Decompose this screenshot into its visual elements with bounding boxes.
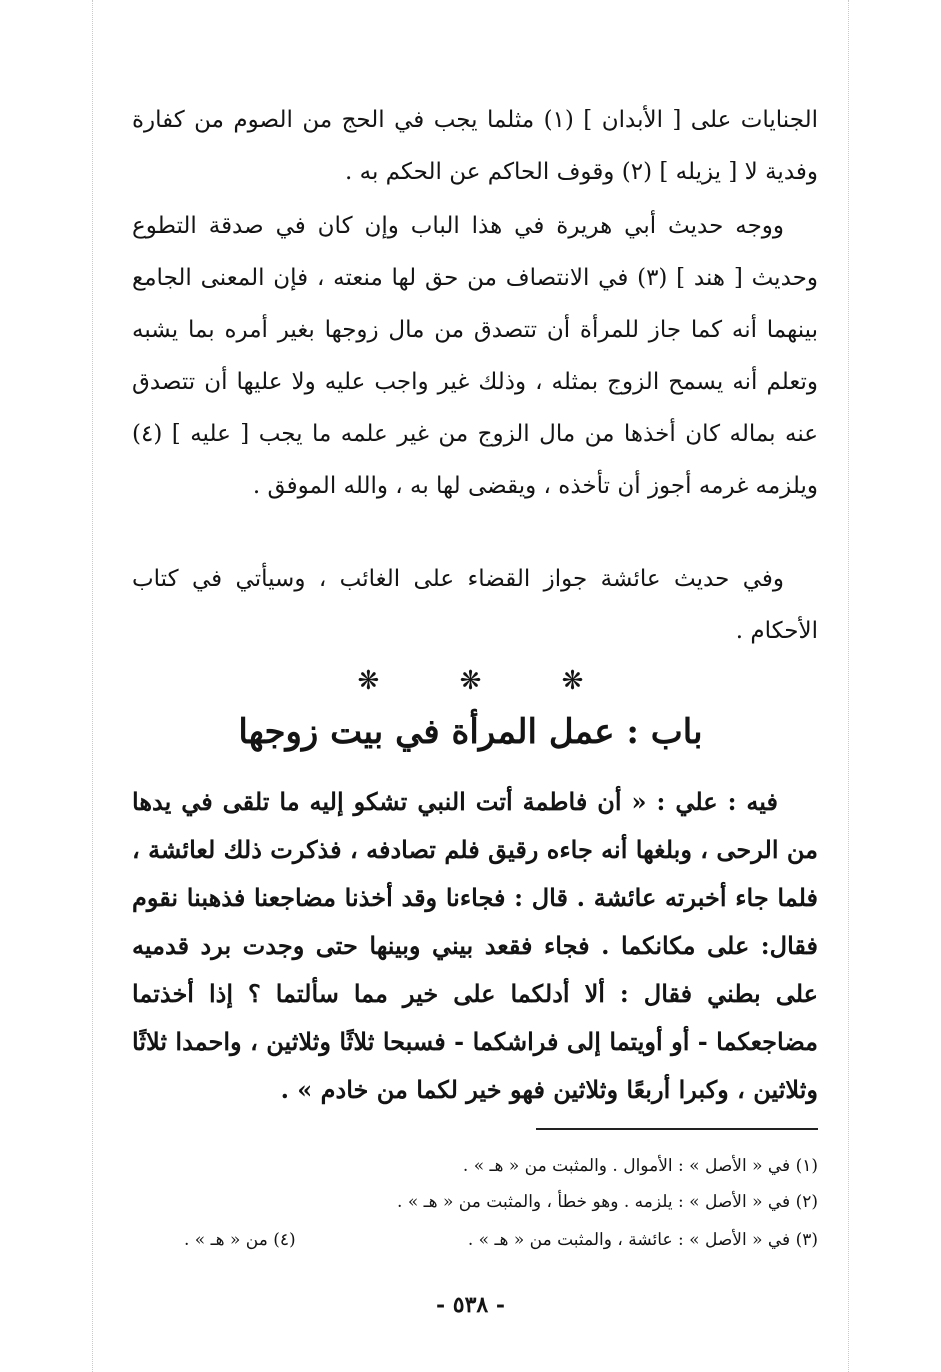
page-number: - ٥٣٨ - <box>435 1292 506 1318</box>
star-ornament-icon: ❋ <box>459 666 482 696</box>
paragraph-2 <box>132 200 818 512</box>
star-ornament-icon: ❋ <box>561 666 584 696</box>
hadith-text: فيه : علي : « أن فاطمة أتت النبي تشكو إليه ما تلقى في يدها من الرحى ، وبلغها أنه جاءه رقيق فلم تصادفه ، فذكرت ذلك لعائشة ، فلما جاء أخبرته عائشة . قال : فجاءنا وقد أخذنا مضاجعنا فذهبنا نقوم فقال: على مكانكما . فجاء فقعد بيني وبينها حتى وجدت برد قدميه على بطني فقال : ألا أدلكما على خير مما سألتما ؟ إذا أخذتما مضاجعكما - أو أويتما إلى فراشكما - فسبحا ثلاثًا وثلاثين ، واحمدا ثلاثًا وثلاثين ، وكبرا أربعًا وثلاثين فهو خير لكما من خادم » . <box>132 787 818 1104</box>
footnote-2: (٢) في « الأصل » : يلزمه . وهو خطأ ، والمثبت من « هـ » . <box>397 1192 818 1212</box>
paragraph-text: وفي حديث عائشة جواز القضاء على الغائب ، وسيأتي في كتاب الأحكام . <box>132 566 818 644</box>
footnote-3: (٣) في « الأصل » : عائشة ، والمثبت من « هـ » . <box>467 1230 818 1250</box>
paragraph-text: الجنايات على [ الأبدان ] (١) مثلما يجب في الحج من الصوم من كفارة وفدية لا [ يزيله ] (٢) وقوف الحاكم عن الحكم به . <box>132 107 818 185</box>
paragraph-1 <box>132 94 818 198</box>
chapter-title: باب : عمل المرأة في بيت زوجها <box>238 712 703 752</box>
section-separator <box>0 666 941 696</box>
footnote-divider <box>536 1128 818 1130</box>
paragraph-text: ووجه حديث أبي هريرة في هذا الباب وإن كان في صدقة التطوع وحديث [ هند ] (٣) في الانتصاف من حق لها منعته ، فإن المعنى الجامع بينهما أنه كما جاز للمرأة أن تتصدق من مال زوجها بغير أمره بما يشبه وتعلم أنه يسمح الزوج بمثله ، وذلك غير واجب عليه ولا عليها أن تتصدق عنه بماله كان أخذها من مال الزوج من غير علمه ما يجب [ عليه ] (٤) ويلزمه غرمه أجوز أن تأخذه ، ويقضى لها به ، والله الموفق . <box>132 213 818 499</box>
paragraph-3 <box>132 553 818 657</box>
footnote-1: (١) في « الأصل » : الأموال . والمثبت من « هـ » . <box>462 1156 818 1176</box>
star-ornament-icon: ❋ <box>357 666 380 696</box>
footnote-4: (٤) من « هـ » . <box>184 1230 296 1250</box>
